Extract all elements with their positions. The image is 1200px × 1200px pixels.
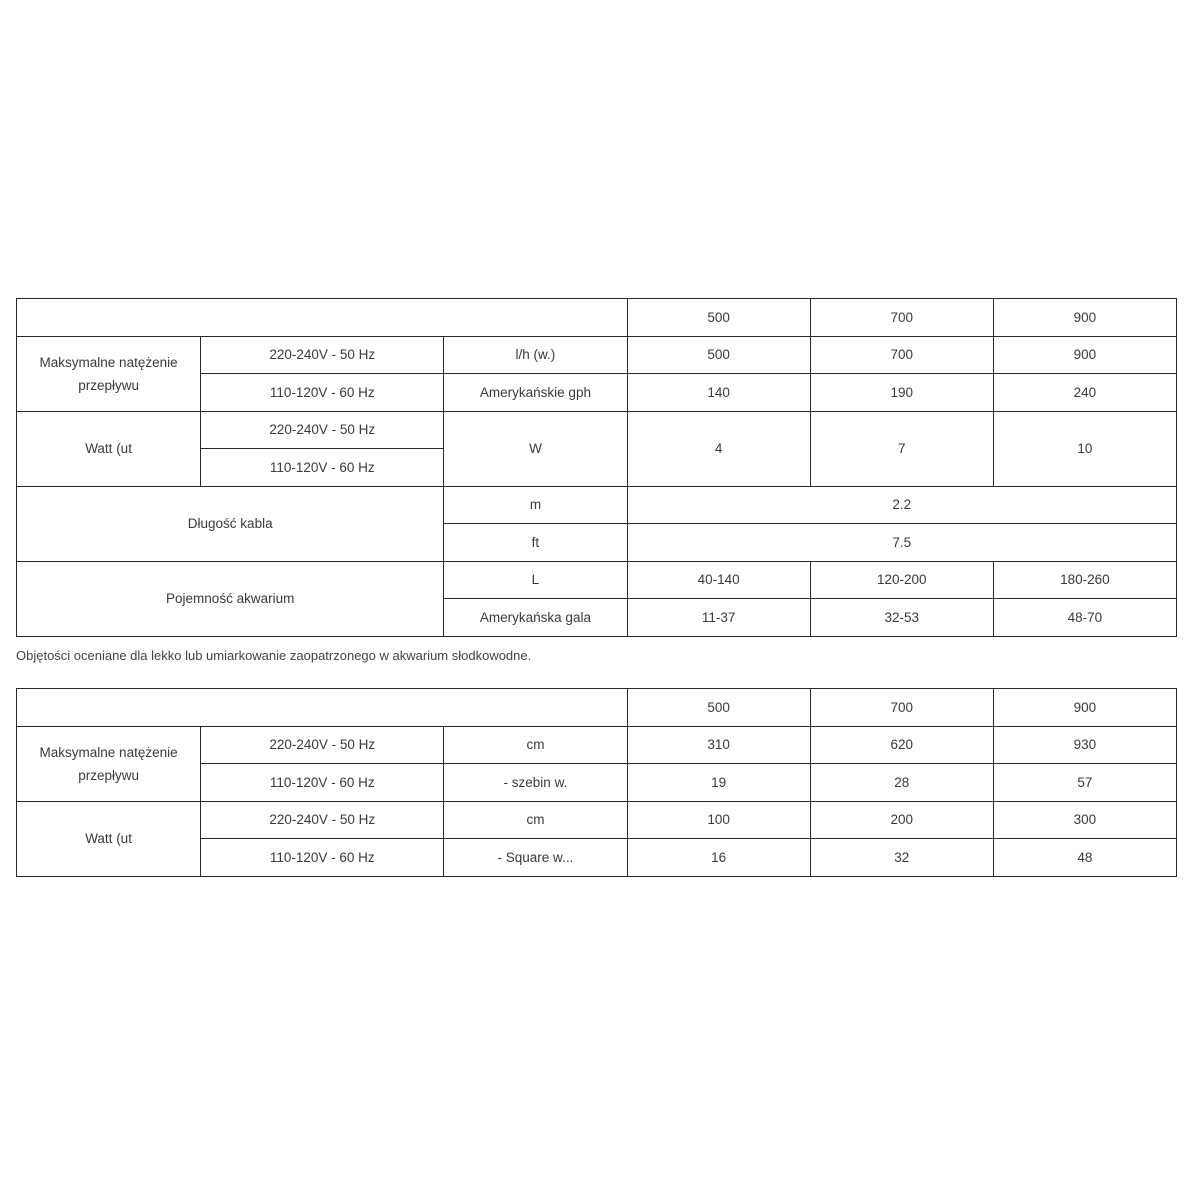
unit-cell: l/h (w.) bbox=[444, 336, 627, 374]
value-cell: 57 bbox=[993, 764, 1176, 802]
unit-cell: m bbox=[444, 486, 627, 524]
value-cell: 100 bbox=[627, 801, 810, 839]
header-blank-cell bbox=[17, 689, 628, 727]
value-cell: 28 bbox=[810, 764, 993, 802]
table-row bbox=[17, 726, 1177, 764]
value-cell: 200 bbox=[810, 801, 993, 839]
value-cell: 48 bbox=[993, 839, 1176, 877]
watt-label: Watt (ut bbox=[17, 801, 201, 876]
value-cell: 190 bbox=[810, 374, 993, 412]
cable-label: Długość kabla bbox=[17, 486, 444, 561]
voltage-cell: 110-120V - 60 Hz bbox=[201, 839, 444, 877]
unit-cell: cm bbox=[444, 726, 627, 764]
unit-cell: cm bbox=[444, 801, 627, 839]
value-cell: 11-37 bbox=[627, 599, 810, 637]
value-cell: 10 bbox=[993, 411, 1176, 486]
flow-label: Maksymalne natężenie przepływu bbox=[17, 336, 201, 411]
value-cell: 48-70 bbox=[993, 599, 1176, 637]
value-cell: 19 bbox=[627, 764, 810, 802]
table-row bbox=[17, 561, 1177, 599]
flow-label: Maksymalne natężenie przepływu bbox=[17, 726, 201, 801]
value-cell: 500 bbox=[627, 336, 810, 374]
voltage-cell: 220-240V - 50 Hz bbox=[201, 411, 444, 449]
value-cell: 310 bbox=[627, 726, 810, 764]
value-cell: 120-200 bbox=[810, 561, 993, 599]
footnote: Objętości oceniane dla lekko lub umiarkowanie zaopatrzonego w akwarium słodkowodne. bbox=[16, 648, 532, 663]
table-row bbox=[17, 336, 1177, 374]
table-row bbox=[17, 801, 1177, 839]
value-cell: 16 bbox=[627, 839, 810, 877]
value-cell: 32-53 bbox=[810, 599, 993, 637]
model-header-500: 500 bbox=[627, 299, 810, 337]
table-row bbox=[17, 411, 1177, 449]
voltage-cell: 110-120V - 60 Hz bbox=[201, 374, 444, 412]
value-cell: 240 bbox=[993, 374, 1176, 412]
model-header-700: 700 bbox=[810, 299, 993, 337]
value-cell: 4 bbox=[627, 411, 810, 486]
unit-cell: Amerykańskie gph bbox=[444, 374, 627, 412]
value-cell: 2.2 bbox=[627, 486, 1176, 524]
unit-cell: L bbox=[444, 561, 627, 599]
model-header-500: 500 bbox=[627, 689, 810, 727]
value-cell: 300 bbox=[993, 801, 1176, 839]
unit-cell: - szebin w. bbox=[444, 764, 627, 802]
unit-cell: W bbox=[444, 411, 627, 486]
value-cell: 180-260 bbox=[993, 561, 1176, 599]
unit-cell: ft bbox=[444, 524, 627, 562]
watt-label: Watt (ut bbox=[17, 411, 201, 486]
value-cell: 7.5 bbox=[627, 524, 1176, 562]
spec-table-2 bbox=[16, 688, 1177, 877]
value-cell: 32 bbox=[810, 839, 993, 877]
table-header-row bbox=[17, 689, 1177, 727]
value-cell: 7 bbox=[810, 411, 993, 486]
value-cell: 40-140 bbox=[627, 561, 810, 599]
capacity-label: Pojemność akwarium bbox=[17, 561, 444, 636]
table-row bbox=[17, 486, 1177, 524]
model-header-900: 900 bbox=[993, 299, 1176, 337]
value-cell: 700 bbox=[810, 336, 993, 374]
unit-cell: - Square w... bbox=[444, 839, 627, 877]
voltage-cell: 220-240V - 50 Hz bbox=[201, 336, 444, 374]
spec-table-1 bbox=[16, 298, 1177, 637]
unit-cell: Amerykańska gala bbox=[444, 599, 627, 637]
model-header-700: 700 bbox=[810, 689, 993, 727]
voltage-cell: 110-120V - 60 Hz bbox=[201, 449, 444, 487]
value-cell: 620 bbox=[810, 726, 993, 764]
table-header-row bbox=[17, 299, 1177, 337]
model-header-900: 900 bbox=[993, 689, 1176, 727]
voltage-cell: 110-120V - 60 Hz bbox=[201, 764, 444, 802]
header-blank-cell bbox=[17, 299, 628, 337]
voltage-cell: 220-240V - 50 Hz bbox=[201, 726, 444, 764]
voltage-cell: 220-240V - 50 Hz bbox=[201, 801, 444, 839]
value-cell: 930 bbox=[993, 726, 1176, 764]
value-cell: 900 bbox=[993, 336, 1176, 374]
value-cell: 140 bbox=[627, 374, 810, 412]
